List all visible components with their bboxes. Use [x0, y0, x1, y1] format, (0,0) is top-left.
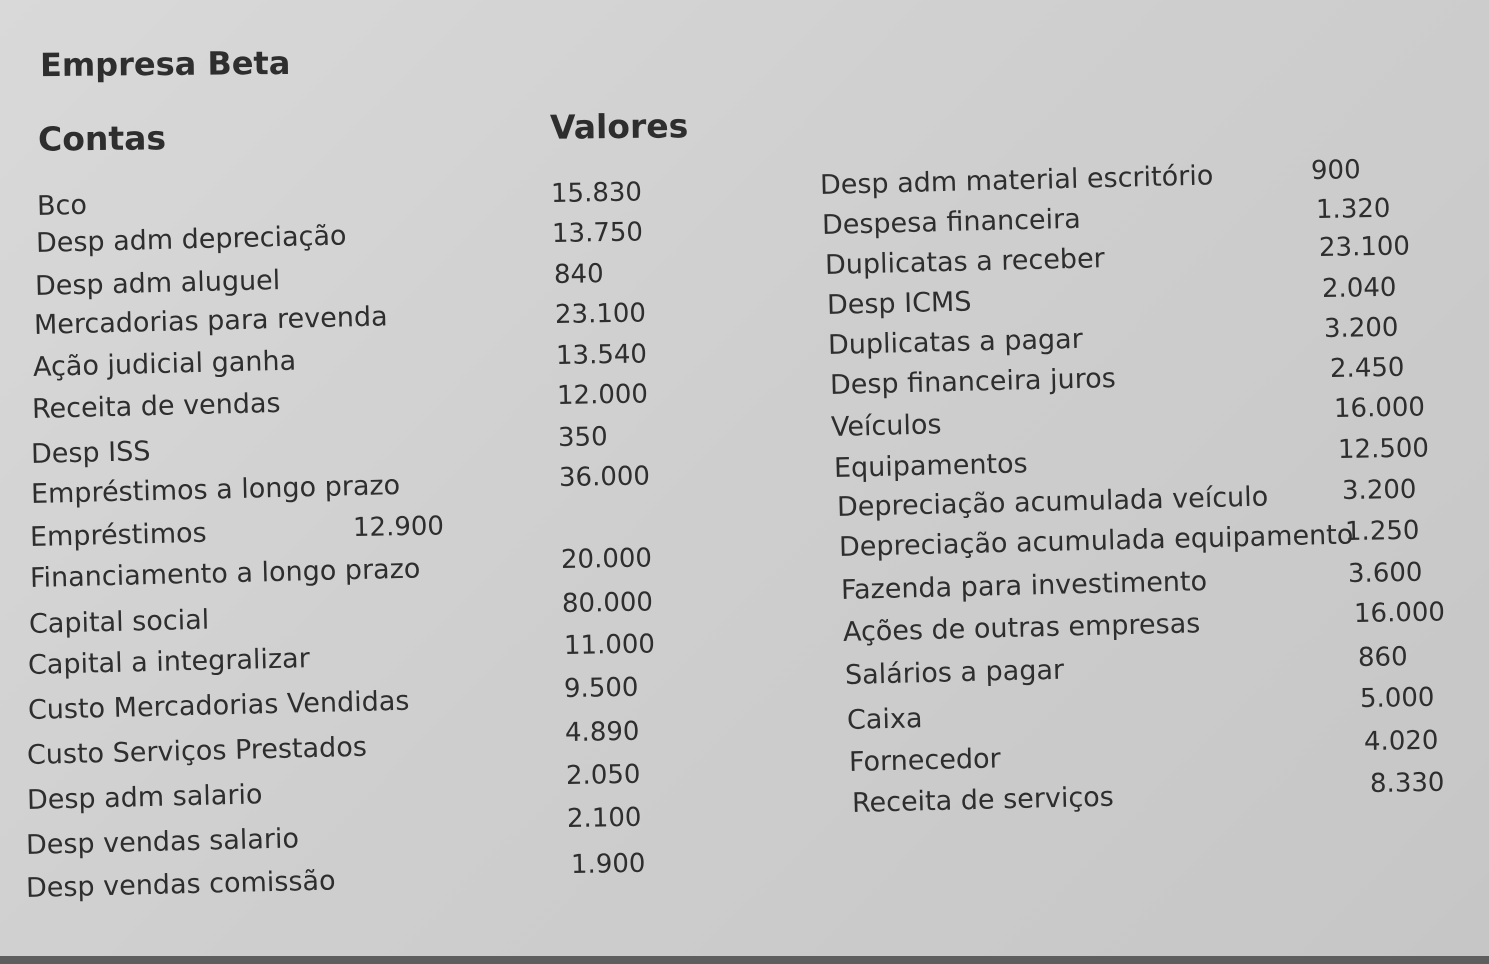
account-name: Fazenda para investimento	[840, 566, 1208, 606]
account-value: 4.020	[1363, 725, 1439, 757]
account-value: 23.100	[1318, 231, 1411, 263]
account-value: 80.000	[561, 587, 654, 619]
account-name: Custo Serviços Prestados	[26, 731, 368, 771]
account-name: Duplicatas a pagar	[827, 323, 1084, 361]
account-name: Duplicatas a receber	[824, 243, 1106, 281]
bottom-edge	[0, 956, 1489, 964]
account-value: 12.500	[1337, 433, 1430, 465]
account-value: 36.000	[558, 461, 651, 493]
account-name: Financiamento a longo prazo	[29, 553, 421, 594]
account-name: Caixa	[846, 703, 923, 736]
account-name: Mercadorias para revenda	[33, 301, 388, 341]
account-value: 1.250	[1344, 515, 1420, 547]
account-name: Empréstimos	[29, 517, 207, 553]
account-value: 16.000	[1353, 597, 1446, 629]
account-value: 5.000	[1359, 682, 1435, 714]
account-value: 16.000	[1333, 392, 1426, 424]
account-name: Desp ISS	[30, 436, 151, 470]
account-name: Desp vendas comissão	[25, 865, 336, 904]
account-value: 350	[557, 422, 608, 453]
account-name: Capital a integralizar	[27, 643, 311, 681]
account-name: Receita de vendas	[31, 387, 281, 425]
account-name: Custo Mercadorias Vendidas	[27, 685, 410, 726]
account-name: Desp vendas salario	[25, 823, 300, 861]
account-name: Capital social	[28, 604, 210, 640]
account-value: 1.900	[570, 848, 646, 880]
account-name: Fornecedor	[848, 743, 1001, 778]
account-name: Depreciação acumulada veículo	[836, 481, 1269, 523]
account-value: 8.330	[1369, 767, 1445, 799]
accounts-header: Contas	[37, 118, 167, 159]
account-value: 9.500	[563, 672, 639, 704]
account-name: Desp adm aluguel	[34, 265, 281, 302]
account-name: Bco	[36, 189, 88, 222]
account-value: 20.000	[560, 543, 653, 575]
account-value: 13.750	[551, 217, 644, 249]
account-value: 11.000	[563, 629, 656, 661]
account-value: 900	[1310, 155, 1361, 186]
account-name: Empréstimos a longo prazo	[30, 469, 401, 510]
account-name: Receita de serviços	[851, 781, 1115, 819]
account-name: Desp ICMS	[826, 286, 972, 321]
account-value: 3.200	[1323, 312, 1399, 344]
account-name: Desp adm salario	[26, 779, 263, 816]
account-value: 840	[553, 259, 604, 290]
account-value: 12.000	[556, 379, 649, 411]
account-name: Ações de outras empresas	[842, 608, 1201, 648]
account-name: Depreciação acumulada equipamento	[838, 519, 1354, 563]
account-value: 15.830	[550, 177, 643, 209]
account-value: 2.450	[1329, 352, 1405, 384]
account-value: 3.600	[1347, 557, 1423, 589]
account-value: 2.050	[565, 759, 641, 791]
account-value: 12.900	[352, 511, 445, 543]
account-value: 2.100	[566, 802, 642, 834]
account-name: Ação judicial ganha	[32, 345, 297, 383]
account-name: Desp adm material escritório	[819, 160, 1214, 201]
company-title: Empresa Beta	[39, 43, 291, 85]
account-name: Salários a pagar	[844, 654, 1065, 691]
account-name: Veículos	[830, 409, 942, 443]
account-value: 1.320	[1315, 193, 1391, 225]
account-value: 23.100	[554, 298, 647, 330]
account-name: Desp adm depreciação	[35, 220, 347, 259]
account-value: 4.890	[564, 716, 640, 748]
account-value: 3.200	[1341, 474, 1417, 506]
values-header: Valores	[549, 106, 689, 147]
account-name: Despesa financeira	[821, 203, 1082, 241]
account-value: 13.540	[555, 339, 648, 371]
account-name: Desp financeira juros	[829, 363, 1117, 401]
account-value: 2.040	[1321, 272, 1397, 304]
account-name: Equipamentos	[833, 448, 1029, 484]
account-value: 860	[1357, 642, 1408, 673]
